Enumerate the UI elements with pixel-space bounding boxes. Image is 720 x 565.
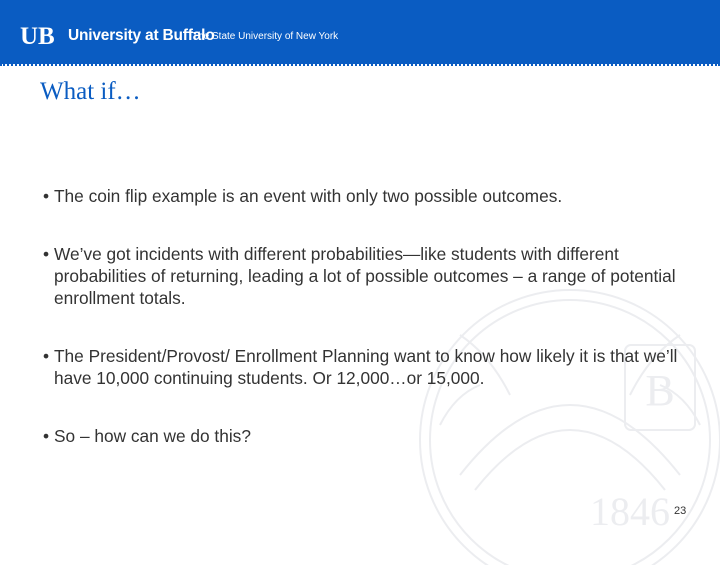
bullet-list — [43, 185, 683, 483]
ub-logo-icon — [20, 22, 64, 48]
brand-name: University at Buffalo — [68, 27, 215, 44]
svg-text:B: B — [645, 366, 675, 415]
bullet-item: • We’ve got incidents with different probabilities—like students with different probabilities of returning, leading a lot of possible outcomes – a range of potential enrollment totals. — [43, 243, 683, 309]
header-divider — [0, 64, 720, 66]
brand-subtitle: The State University of New York — [192, 31, 339, 42]
header-bar — [0, 0, 720, 64]
bullet-item: • So – how can we do this? — [43, 425, 683, 447]
svg-text:UB: UB — [20, 23, 55, 48]
svg-text:1846: 1846 — [590, 489, 670, 534]
page-number: 23 — [674, 505, 687, 517]
bullet-item: • The coin flip example is an event with only two possible outcomes. — [43, 185, 683, 207]
slide-title: What if… — [40, 78, 141, 105]
bullet-item: • The President/Provost/ Enrollment Planning want to know how likely it is that we’ll have 10,000 continuing students. Or 12,000…or 15,000. — [43, 345, 683, 389]
